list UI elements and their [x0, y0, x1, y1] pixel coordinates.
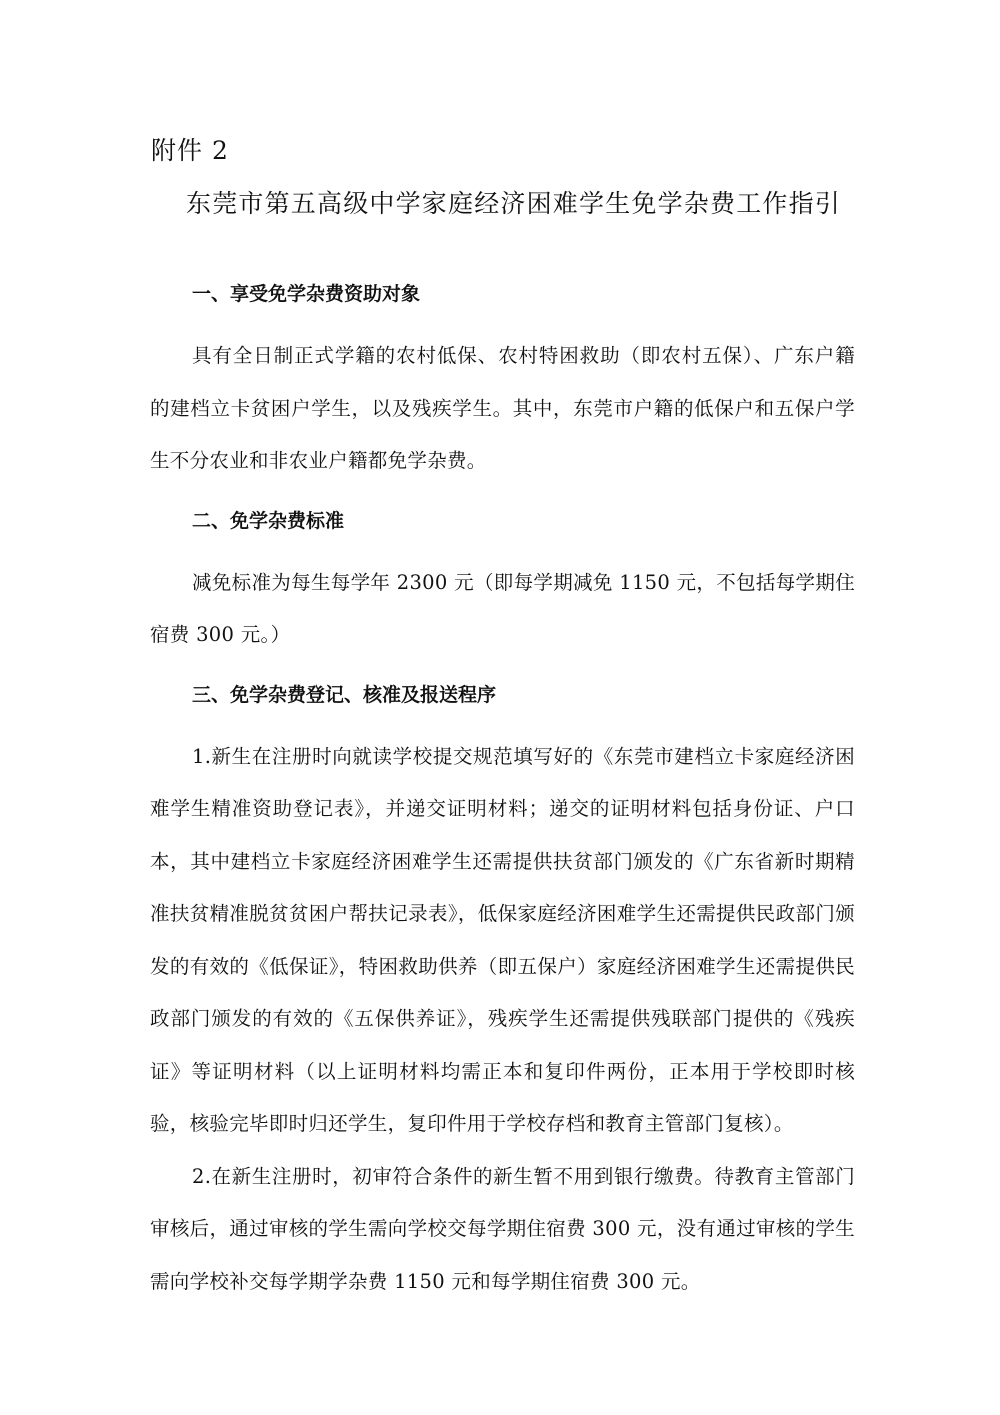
paragraph-standard: 减免标准为每生每学年 2300 元（即每学期减免 1150 元，不包括每学期住宿费 300 元。）: [150, 570, 855, 646]
paragraph-procedure-step-2: 2.在新生注册时，初审符合条件的新生暂不用到银行缴费。待教育主管部门审核后，通过审核的学生需向学校交每学期住宿费 300 元，没有通过审核的学生需向学校补交每学期学杂费 1150 元和每学期住宿费 300 元。: [150, 1164, 855, 1293]
section-heading-procedure: 三、免学杂费登记、核准及报送程序: [192, 683, 497, 706]
section-heading-eligibility: 一、享受免学杂费资助对象: [192, 283, 421, 305]
document-body: [150, 278, 855, 1308]
paragraph-procedure-step-1: 1.新生在注册时向就读学校提交规范填写好的《东莞市建档立卡家庭经济困难学生精准资助登记表》，并递交证明材料；递交的证明材料包括身份证、户口本，其中建档立卡家庭经济困难学生还需提供扶贫部门颁发的《广东省新时期精准扶贫精准脱贫贫困户帮扶记录表》，低保家庭经济困难学生还需提供民政部门颁发的有效的《低保证》，特困救助供养（即五保户）家庭经济困难学生还需提供民政部门颁发的有效的《五保供养证》，残疾学生还需提供残联部门提供的《残疾证》等证明材料（以上证明材料均需正本和复印件两份，正本用于学校即时核验，核验完毕即时归还学生，复印件用于学校存档和教育主管部门复核）。: [150, 744, 855, 1135]
paragraph-eligibility: 具有全日制正式学籍的农村低保、农村特困救助（即农村五保）、广东户籍的建档立卡贫困户学生，以及残疾学生。其中，东莞市户籍的低保户和五保户学生不分农业和非农业户籍都免学杂费。: [150, 344, 855, 472]
attachment-label: 附件 2: [151, 136, 229, 165]
document-title: 东莞市第五高级中学家庭经济困难学生免学杂费工作指引: [186, 189, 842, 218]
section-heading-standard: 二、免学杂费标准: [192, 509, 345, 532]
